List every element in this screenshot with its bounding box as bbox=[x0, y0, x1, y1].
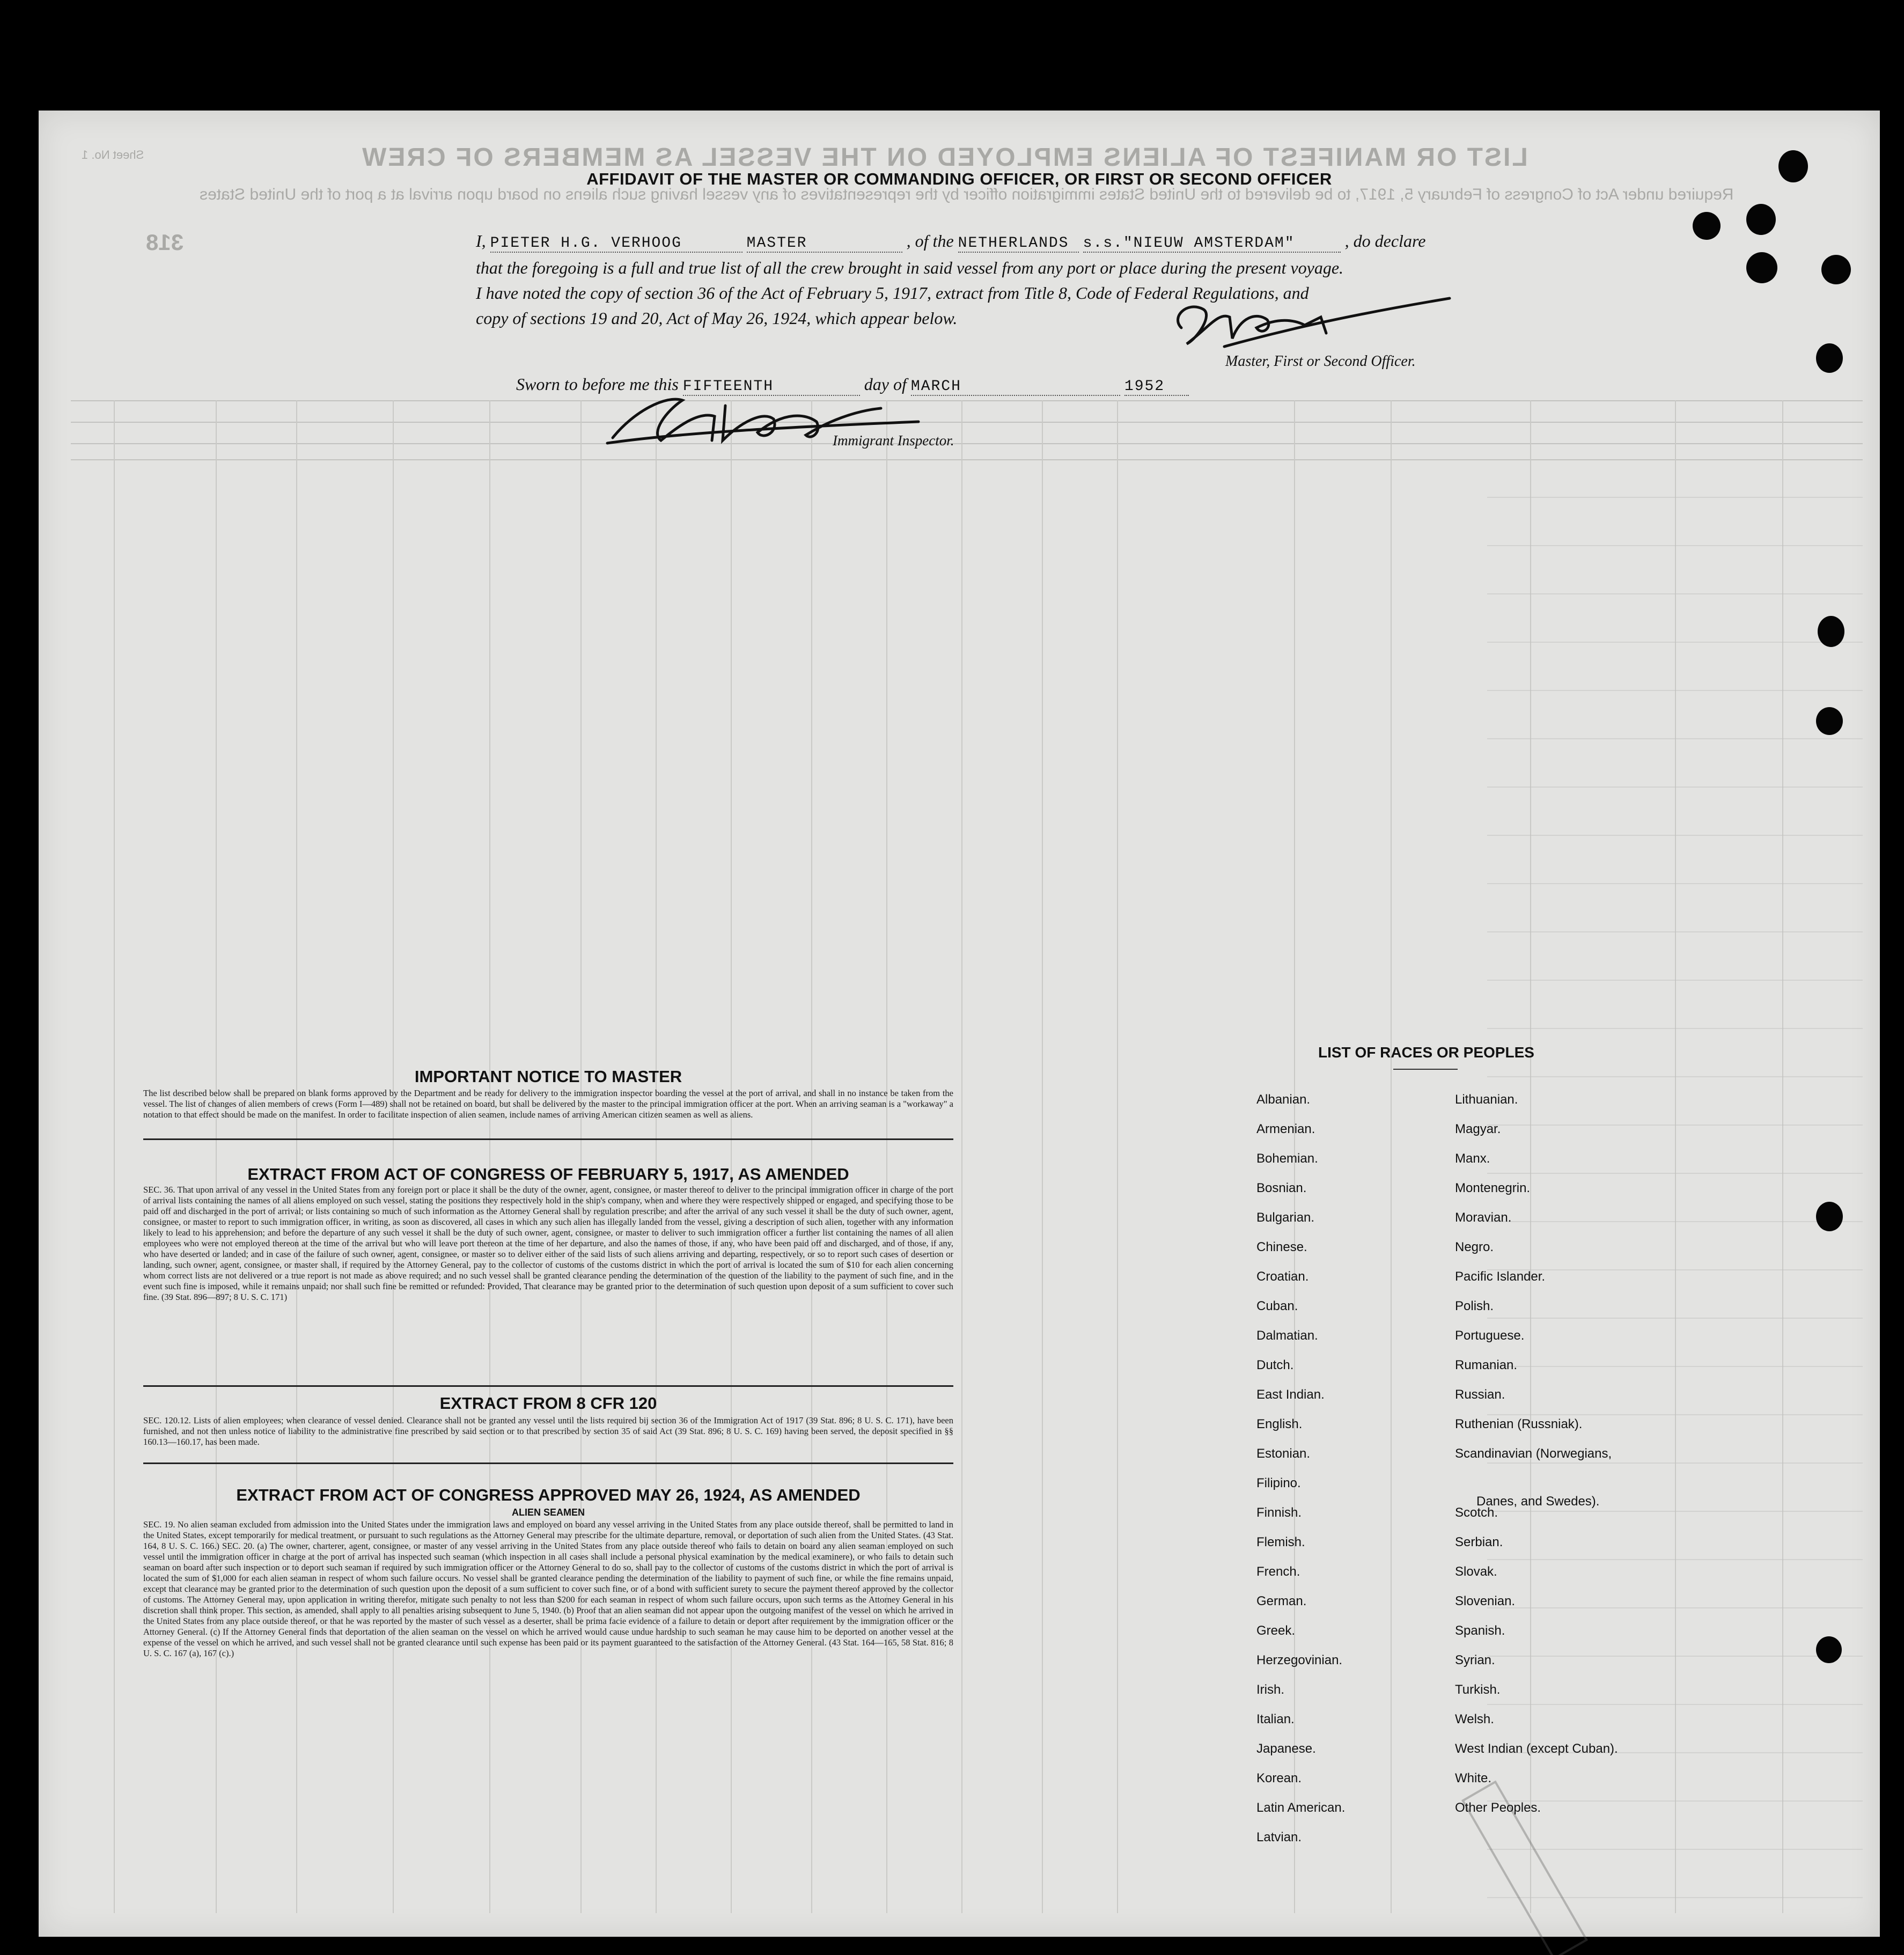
race-item: Japanese. bbox=[1256, 1741, 1316, 1756]
race-item: Turkish. bbox=[1455, 1682, 1501, 1697]
bleed-through-row-line bbox=[1487, 1656, 1863, 1657]
ink-blot bbox=[1746, 204, 1776, 235]
race-item: Finnish. bbox=[1256, 1505, 1302, 1520]
sworn-month-field: MARCH bbox=[911, 378, 1120, 396]
bleed-through-column bbox=[1530, 400, 1531, 1913]
bleed-through-column bbox=[114, 400, 115, 1913]
affidavit-declaration-line bbox=[476, 231, 1425, 253]
declare-suffix: , do declare bbox=[1344, 231, 1426, 251]
race-item: Armenian. bbox=[1256, 1122, 1315, 1136]
race-item: Latvian. bbox=[1256, 1830, 1302, 1844]
race-item: Slovak. bbox=[1455, 1564, 1497, 1579]
sworn-day-of: day of bbox=[864, 374, 907, 394]
race-item: Magyar. bbox=[1455, 1122, 1501, 1136]
bleed-through-column bbox=[489, 400, 490, 1913]
ink-blot bbox=[1693, 212, 1721, 240]
race-item: White. bbox=[1455, 1771, 1492, 1785]
extract-1924-heading: EXTRACT FROM ACT OF CONGRESS APPROVED MAY 26, 1924, AS AMENDED bbox=[236, 1486, 861, 1504]
notice-heading: IMPORTANT NOTICE TO MASTER bbox=[414, 1067, 682, 1086]
race-item: Pacific Islander. bbox=[1455, 1269, 1546, 1284]
bleed-through-column bbox=[886, 400, 887, 1913]
race-item: Estonian. bbox=[1256, 1446, 1311, 1461]
bleed-through-row-line bbox=[1487, 593, 1863, 594]
extract-cfr-text: SEC. 120.12. Lists of alien employees; when clearance of vessel denied. Clearance shall not be granted any vessel until the lists required bij section 36 of the Immigration Act of 1917 (39 Stat. 896; 8 U. S. C. 171), have been furnished, and not then unless notice of liability to the administrative fine prescribed by said section or to that prescribed by section 35 of said Act (39 Stat. 896; 8 U. S. C. 169) having been served, the deposit specified in §§ 160.13—160.17, has been made. bbox=[143, 1415, 953, 1447]
races-list-title: LIST OF RACES OR PEOPLES bbox=[1318, 1044, 1534, 1061]
race-item: Bohemian. bbox=[1256, 1151, 1318, 1166]
race-item: Bulgarian. bbox=[1256, 1210, 1315, 1225]
ink-blot bbox=[1778, 150, 1808, 182]
bleed-through-column bbox=[811, 400, 812, 1913]
race-item: Welsh. bbox=[1455, 1712, 1494, 1726]
master-name-field: PIETER H.G. VERHOOG bbox=[490, 235, 743, 253]
ink-blot bbox=[1818, 616, 1844, 647]
bleed-through-row-line bbox=[1487, 690, 1863, 691]
sworn-year-field: 1952 bbox=[1124, 378, 1189, 396]
sworn-day-field: FIFTEENTH bbox=[683, 378, 860, 396]
race-item: Korean. bbox=[1256, 1771, 1302, 1785]
declaration-prefix: I, bbox=[476, 231, 486, 251]
sworn-prefix: Sworn to before me this bbox=[516, 374, 679, 394]
bleed-through-column bbox=[393, 400, 394, 1913]
race-item: Greek. bbox=[1256, 1623, 1296, 1638]
bleed-through-row-line bbox=[1487, 1076, 1863, 1077]
bleed-through-row-line bbox=[1487, 545, 1863, 546]
bleed-through-row-line bbox=[1487, 787, 1863, 788]
race-item: Polish. bbox=[1455, 1299, 1494, 1313]
bleed-through-row-line bbox=[1487, 931, 1863, 932]
race-item: French. bbox=[1256, 1564, 1300, 1579]
bleed-through-column bbox=[656, 400, 657, 1913]
race-item: Albanian. bbox=[1256, 1092, 1311, 1107]
race-item: Flemish. bbox=[1256, 1535, 1305, 1549]
manifest-page bbox=[39, 111, 1880, 1937]
bleed-through-column bbox=[1391, 400, 1392, 1913]
race-item: Filipino. bbox=[1256, 1476, 1301, 1490]
race-item: Spanish. bbox=[1455, 1623, 1505, 1638]
bleed-through-column bbox=[1782, 400, 1783, 1913]
race-item: Negro. bbox=[1455, 1240, 1494, 1254]
affidavit-line-2: that the foregoing is a full and true list of all the crew brought in said vessel from any port or place during the present voyage. bbox=[476, 258, 1344, 277]
extract-1917-text: SEC. 36. That upon arrival of any vessel in the United States from any foreign port or place it shall be the duty of the owner, agent, consignee, or master thereof to deliver to the principal immigration officer in charge of the port of arrival lists containing the names of all aliens employed on such vessel, stating the positions they respectively hold in the ship's company, when and where they were respectively shipped or engaged, and specifying those to be paid off and discharged in the port of arrival; or lists containing so much of such information as the Attorney General shall by regulation prescribe; and after the arrival of any such vessel it shall be the duty of such owner, agent, consignee, or master to report to such immigration officer, in writing, as soon as discovered, all cases in which any such alien has illegally landed from the vessel, giving a description of such alien, together with any information likely to lead to his apprehension; and before the departure of any such vessel it shall be the duty of such owner, agent, consignee, or master to deliver to such immigration officer a further list containing the names of all alien employees who were not employed thereon at the time of the arrival but who will leave port thereon at the time of her departure, and also the names of those, if any, who have been paid off and discharged, and of those, if any, who have deserted or landed; and in case of the failure of such owner, agent, consignee, or master so to deliver either of the said lists of such aliens arriving and departing, respectively, or so to report such cases of desertion or landing, such owner, agent, consignee, or master shall, if required by the Attorney General, pay to the collector of customs of the customs district in which the port of arrival is located the sum of $10 for each alien concerning whom correct lists are not delivered or a true report is not made as above required; and no such vessel shall be granted clearance pending the determination of the question of the liability to the payment of such fine, and in the event such fine is imposed, while it remains unpaid; nor shall such fine be remitted or refunded: Provided, That clearance may be granted prior to the determination of such question upon deposit of a sum sufficient to cover such fine. (39 Stat. 896—897; 8 U. S. C. 171) bbox=[143, 1185, 953, 1302]
race-item: Rumanian. bbox=[1455, 1358, 1518, 1372]
bleed-through-row-line bbox=[1487, 738, 1863, 739]
race-item: Moravian. bbox=[1455, 1210, 1512, 1225]
race-item: Croatian. bbox=[1256, 1269, 1309, 1284]
race-item: West Indian (except Cuban). bbox=[1455, 1741, 1618, 1756]
bleed-through-row-line bbox=[1487, 1462, 1863, 1464]
race-item: Bosnian. bbox=[1256, 1181, 1307, 1195]
bleed-through-row-line bbox=[1487, 1366, 1863, 1367]
race-item: Herzegovinian. bbox=[1256, 1653, 1343, 1667]
affidavit-line-3: I have noted the copy of section 36 of the Act of February 5, 1917, extract from Title 8, Code of Federal Regulations, and bbox=[476, 283, 1309, 303]
race-item: Italian. bbox=[1256, 1712, 1295, 1726]
bleed-through-subtitle: Required under Act of Congress of February 5, 1917, to be delivered to the United States immigration officer by the representatives of any vessel having such aliens on board upon arrival at a port of the United States bbox=[200, 186, 1734, 203]
ink-blot bbox=[1816, 343, 1843, 373]
race-item: Dalmatian. bbox=[1256, 1328, 1318, 1343]
extract-cfr-heading: EXTRACT FROM 8 CFR 120 bbox=[439, 1394, 657, 1413]
bleed-through-column bbox=[216, 400, 217, 1913]
bleed-through-row-line bbox=[1487, 1559, 1863, 1560]
race-item: German. bbox=[1256, 1594, 1307, 1608]
ink-blot bbox=[1816, 707, 1843, 735]
extract-1917-heading: EXTRACT FROM ACT OF CONGRESS OF FEBRUARY 5, 1917, AS AMENDED bbox=[247, 1165, 849, 1184]
bleed-through-row-line bbox=[1487, 1221, 1863, 1222]
bleed-through-sheet: Sheet No. 1 bbox=[82, 148, 144, 161]
bleed-through-column bbox=[1117, 400, 1118, 1913]
notice-text: The list described below shall be prepared on blank forms approved by the Department and be ready for delivery to the immigration inspector boarding the vessel at the port of arrival, and shall in no instance be taken from the vessel. The list of changes of alien members of crews (Form I—489) shall not be retained on board, but shall be delivered by the master to the principal immigration officer at the port. When an arriving seaman is a "workaway" a notation to that effect should be made on the manifest. In order to facilitate inspection of alien seamen, include names of arriving American citizen seamen as well as aliens. bbox=[143, 1088, 953, 1120]
race-item: Syrian. bbox=[1455, 1653, 1495, 1667]
race-item: Irish. bbox=[1256, 1682, 1285, 1697]
bleed-through-column bbox=[580, 400, 582, 1913]
bleed-through-row-line bbox=[1487, 883, 1863, 884]
race-item: Scandinavian (Norwegians, bbox=[1455, 1446, 1612, 1461]
race-item: Manx. bbox=[1455, 1151, 1490, 1166]
affidavit-title: AFFIDAVIT OF THE MASTER OR COMMANDING OFFICER, OR FIRST OR SECOND OFFICER bbox=[586, 170, 1332, 188]
bleed-through-row-line bbox=[1487, 980, 1863, 981]
bleed-through-row-line bbox=[1487, 835, 1863, 836]
extract-cfr-divider bbox=[143, 1462, 953, 1464]
race-item: Ruthenian (Russniak). bbox=[1455, 1417, 1583, 1431]
race-item: Serbian. bbox=[1455, 1535, 1503, 1549]
bleed-through-rule bbox=[71, 459, 1863, 460]
notice-divider bbox=[143, 1138, 953, 1140]
bleed-through-row-line bbox=[1487, 1607, 1863, 1608]
ink-blot bbox=[1816, 1202, 1843, 1231]
bleed-through-row-line bbox=[1487, 1028, 1863, 1029]
bleed-through-title: LIST OR MANIFEST OF ALIENS EMPLOYED ON THE VESSEL AS MEMBERS OF CREW bbox=[361, 143, 1528, 172]
holland-america-stamp bbox=[1412, 1800, 1637, 1940]
bleed-through-row-line bbox=[1487, 1173, 1863, 1174]
affidavit-line-4: copy of sections 19 and 20, Act of May 26, 1924, which appear below. bbox=[476, 308, 958, 328]
bleed-through-row-line bbox=[1487, 1125, 1863, 1126]
bleed-through-column bbox=[731, 400, 732, 1913]
race-item: Russian. bbox=[1455, 1387, 1505, 1402]
vessel-name-field: s.s."NIEUW AMSTERDAM" bbox=[1083, 235, 1341, 253]
bleed-through-rule bbox=[71, 400, 1863, 401]
race-item: Cuban. bbox=[1256, 1299, 1298, 1313]
race-item: Portuguese. bbox=[1455, 1328, 1525, 1343]
race-item: Montenegrin. bbox=[1455, 1181, 1531, 1195]
extract-1924-text: SEC. 19. No alien seaman excluded from admission into the United States under the immigration laws and employed on board any vessel arriving in the United States from any place outside thereof, shall be permitted to land in the United States, except temporarily for medical treatment, or pursuant to such regulations as the Attorney General may prescribe for the ultimate departure, removal, or deportation of such alien from the United States. (43 Stat. 164, 8 U. S. C. 166.) SEC. 20. (a) The owner, charterer, agent, consignee, or master of any vessel arriving in the United States from any place outside thereof who fails to detain on board any alien seaman employed on such vessel until the immigration officer in charge at the port of arrival has inspected such seaman (which inspection in all cases shall include a personal physical examination by the medical examinere), or who fails to detain such seaman on board after such inspection or to deport such seaman if required by such immigration officer or the Attorney General to do so, shall pay to the collector of customs of the customs district in which the port of arrival is located the sum of $1,000 for each alien seaman in respect of whom such failure occurs. No vessel shall be granted clearance pending the determination of the liability to payment of such fine, or while the fine remains unpaid, except that clearance may be granted prior to the determination of such question upon the deposit of a sum sufficient to cover such fine, or of a bond with sufficient surety to secure the payment thereof approved by the collector of customs. The Attorney General may, upon application in writing therefor, mitigate such penalty to not less than $200 for each seaman in respect of whom such failure occurs, upon such terms as the Attorney General in his discretion shall think proper. This section, as amended, shall apply to all penalties arising subsequent to June 5, 1940. (b) Proof that an alien seaman did not appear upon the outgoing manifest of the vessel on which he arrived in the United States from any place outside thereof, or that he was reported by the master of such vessel as a deserter, shall be prima facie evidence of a failure to detain or deport after requirement by the immigration officer or the Attorney General. (c) If the Attorney General finds that deportation of the alien seaman on the vessel on which he arrived would cause undue hardship to such seaman he may cause him to be deported on another vessel at the expense of the vessel on which he arrived, and such vessel shall not be granted clearance until such expense has been paid or its payment guaranteed to the satisfaction of the Attorney General. (43 Stat. 164—165, 58 Stat. 816; 8 U. S. C. 167 (a), 167 (c).) bbox=[143, 1519, 953, 1658]
race-item: Latin American. bbox=[1256, 1800, 1346, 1815]
bleed-through-rule bbox=[71, 422, 1863, 423]
race-item: Lithuanian. bbox=[1455, 1092, 1518, 1107]
extract-1924-subheading: ALIEN SEAMEN bbox=[511, 1507, 585, 1518]
inspector-label: Immigrant Inspector. bbox=[833, 432, 954, 449]
flag-field: NETHERLANDS bbox=[958, 235, 1079, 253]
bleed-through-column bbox=[1042, 400, 1043, 1913]
bleed-through-rule bbox=[71, 443, 1863, 444]
master-signature bbox=[1165, 296, 1455, 355]
ink-blot bbox=[1816, 1636, 1842, 1663]
race-item: Chinese. bbox=[1256, 1240, 1307, 1254]
ink-blot bbox=[1821, 255, 1851, 284]
ink-blot bbox=[1746, 252, 1777, 283]
race-item: Slovenian. bbox=[1455, 1594, 1516, 1608]
bleed-through-row-line bbox=[1487, 497, 1863, 498]
bleed-through-column bbox=[296, 400, 297, 1913]
race-item: Other Peoples. bbox=[1455, 1800, 1541, 1815]
bleed-through-column bbox=[1675, 400, 1676, 1913]
races-title-underline bbox=[1393, 1069, 1458, 1070]
bleed-through-row-line bbox=[1487, 1318, 1863, 1319]
bleed-through-number: 318 bbox=[146, 230, 184, 255]
race-item: Scotch. bbox=[1455, 1505, 1498, 1520]
master-signature-label: Master, First or Second Officer. bbox=[1225, 353, 1416, 370]
bleed-through-row-line bbox=[1487, 1704, 1863, 1705]
race-item: Danes, and Swedes). bbox=[1476, 1494, 1600, 1509]
extract-1917-divider bbox=[143, 1385, 953, 1387]
bleed-through-row-line bbox=[1487, 642, 1863, 643]
race-item: English. bbox=[1256, 1417, 1303, 1431]
of-the-label: , of the bbox=[906, 231, 954, 251]
race-item: Dutch. bbox=[1256, 1358, 1294, 1372]
bleed-through-row-line bbox=[1487, 1511, 1863, 1512]
bleed-through-row-line bbox=[1487, 1414, 1863, 1415]
race-item: East Indian. bbox=[1256, 1387, 1325, 1402]
rank-field: MASTER bbox=[747, 235, 902, 253]
bleed-through-column bbox=[961, 400, 962, 1913]
